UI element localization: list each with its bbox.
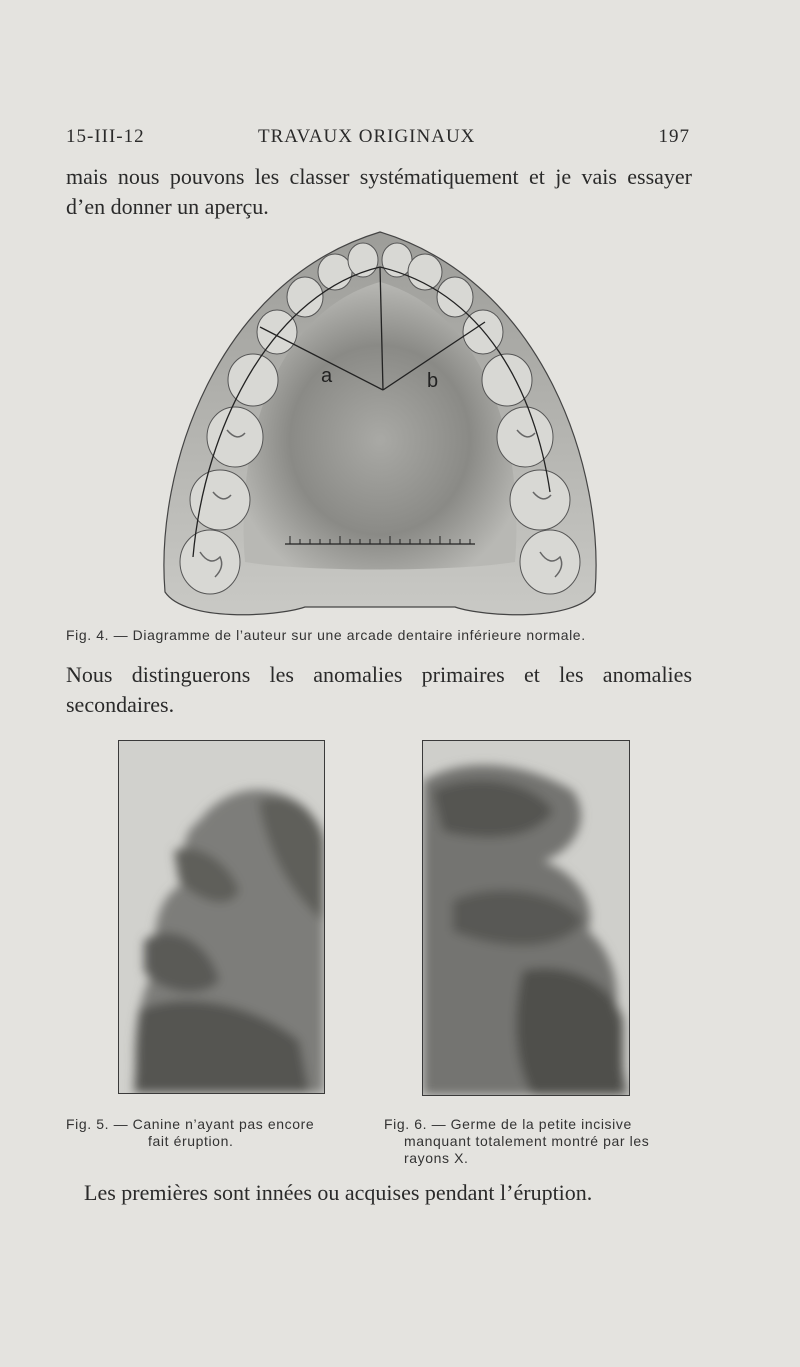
running-header: [66, 126, 690, 152]
figure-6-image: [423, 741, 629, 1095]
figure-4-label-b: b: [427, 370, 439, 392]
paragraph-primary-anomalies: Les premières sont innées ou acquises pendant l’éruption.: [84, 1180, 593, 1205]
figure-5-image: [119, 741, 324, 1093]
figure-5-caption: [66, 1116, 366, 1150]
figure-6-caption-line-1: Fig. 6. — Germe de la petite incisive: [384, 1116, 632, 1132]
page-number: 197: [658, 126, 690, 147]
figure-6-caption: [384, 1116, 694, 1167]
header-date: 15-III-12: [66, 126, 145, 147]
figure-6-caption-line-3: rayons X.: [404, 1150, 469, 1166]
figure-6-radiograph: [422, 740, 630, 1096]
figure-5-caption-line-1: Fig. 5. — Canine n’ayant pas encore: [66, 1116, 315, 1132]
paragraph-intro: mais nous pouvons les classer systématiquement et je vais essayer d’en donner un aperçu.: [66, 164, 692, 219]
paragraph-anomalies: Nous distinguerons les anomalies primaires et les anomalies secondaires.: [66, 662, 692, 717]
figure-4-label-a: a: [321, 365, 333, 387]
header-title: TRAVAUX ORIGINAUX: [258, 126, 476, 147]
figure-4-caption: Fig. 4. — Diagramme de l’auteur sur une arcade dentaire inférieure normale.: [66, 627, 586, 643]
figure-6-caption-line-2: manquant totalement montré par les: [404, 1133, 650, 1149]
figure-5-radiograph: [118, 740, 325, 1094]
figure-5-caption-line-2: fait éruption.: [148, 1133, 234, 1149]
figure-4-dental-arch: [155, 222, 605, 622]
